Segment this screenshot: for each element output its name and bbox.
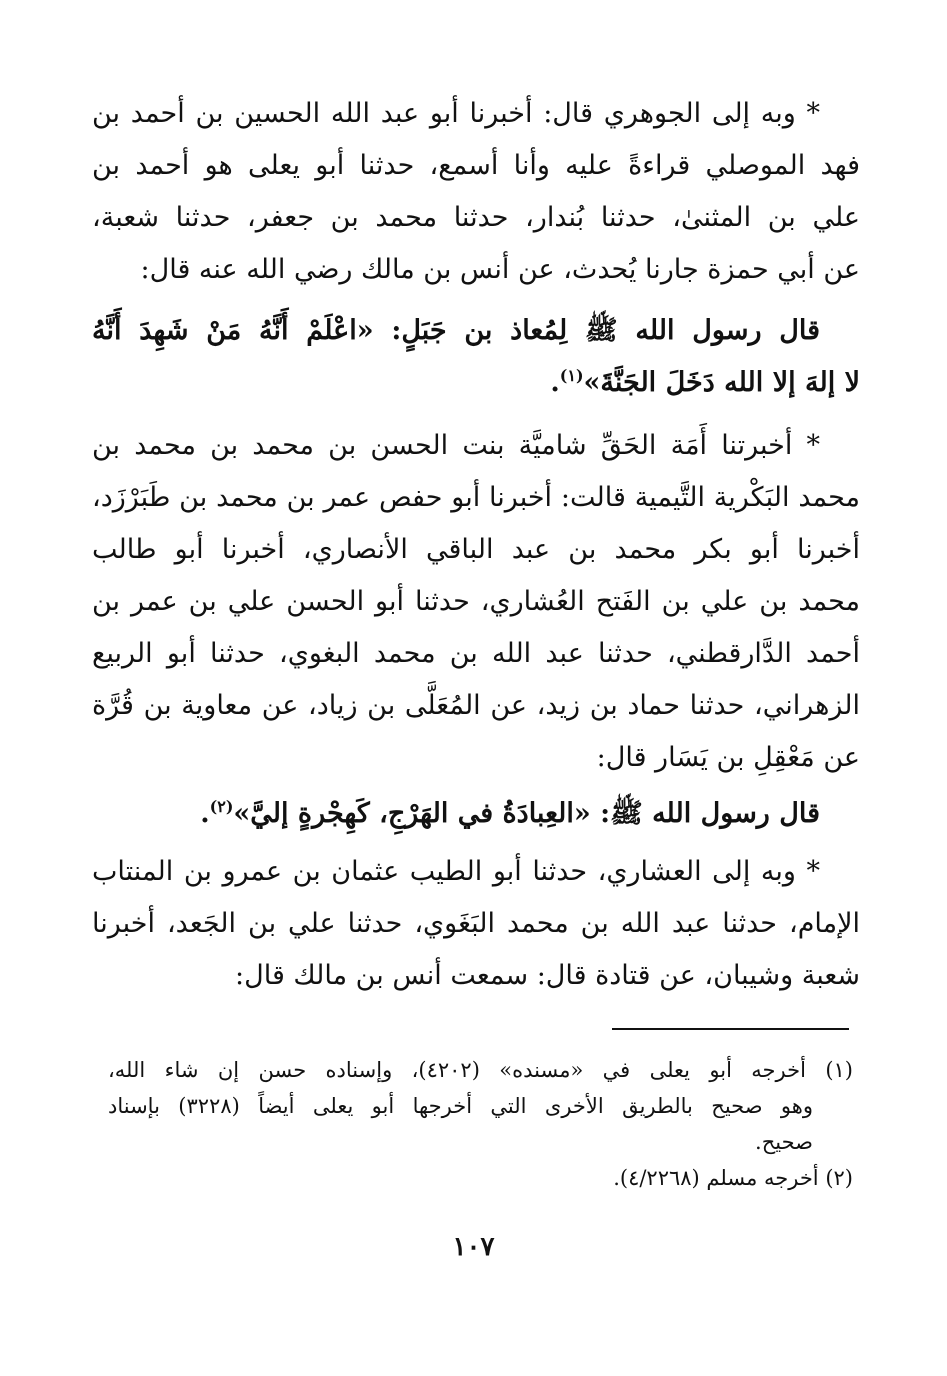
hadith-1 <box>92 305 860 409</box>
paragraph-3 <box>92 846 860 1002</box>
text-line: شعبة وشيبان، عن قتادة قال: سمعت أنس بن مالك قال: <box>235 960 860 991</box>
text-line: * أخبرتنا أَمَة الحَقِّ شاميَّة بنت الحسن بن محمد بن محمد بن <box>92 430 820 461</box>
footnote-line: (٢) أخرجه مسلم (٤/٢٢٦٨). <box>613 1166 853 1190</box>
footnote-line: (١) أخرجه أبو يعلى في «مسنده» (٤٢٠٢)، وإسناده حسن إن شاء الله، <box>108 1058 853 1082</box>
text-line: فهد الموصلي قراءةً عليه وأنا أسمع، حدثنا أبو يعلى هو أحمد بن <box>92 150 860 181</box>
hadith-text: قال رسول الله ﷺ: «العِبادَةُ في الهَرْجِ، كَهِجْرةٍ إليَّ» <box>233 798 820 829</box>
paragraph-2 <box>92 420 860 784</box>
footnotes <box>108 1052 853 1196</box>
text-line: محمد بن علي بن الفَتح العُشاري، حدثنا أبو الحسن علي بن عمر بن <box>92 586 860 617</box>
hadith-text-line: لا إلهَ إلا الله دَخَلَ الجَنَّةَ»$^{(١)}$. <box>550 366 860 398</box>
footnote-ref: (١) <box>559 366 584 385</box>
page-number: ١٠٧ <box>452 1232 495 1262</box>
text-line: عن أبي حمزة جارنا يُحدث، عن أنس بن مالك رضي الله عنه قال: <box>140 254 860 285</box>
text-line: الزهراني، حدثنا حماد بن زيد، عن المُعَلَّى بن زياد، عن معاوية بن قُرَّة <box>92 690 860 721</box>
hadith-text: لا إلهَ إلا الله دَخَلَ الجَنَّةَ» <box>583 367 860 398</box>
text-line: * وبه إلى العشاري، حدثنا أبو الطيب عثمان بن عمرو بن المنتاب <box>92 856 820 887</box>
footnote-ref: (٢) <box>209 797 234 816</box>
footnote-line: وهو صحيح بالطريق الأخرى التي أخرجها أبو يعلى أيضاً (٣٢٢٨) بإسناد <box>108 1094 813 1118</box>
hadith-text-line: قال رسول الله ﷺ: «العِبادَةُ في الهَرْجِ، كَهِجْرةٍ إليَّ»$^{(٢)}$. <box>200 797 820 829</box>
hadith-text-line: قال رسول الله ﷺ لِمُعاذ بن جَبَلٍ: «اعْلَمْ أَنَّهُ مَنْ شَهِدَ أَنَّهُ <box>92 315 820 346</box>
text-line: عن مَعْقِلِ بن يَسَار قال: <box>596 742 860 773</box>
text-line: الإمام، حدثنا عبد الله بن محمد البَغَوي، حدثنا علي بن الجَعد، أخبرنا <box>92 908 860 939</box>
text-line: أخبرنا أبو بكر محمد بن عبد الباقي الأنصاري، أخبرنا أبو طالب <box>92 534 860 565</box>
text-line: محمد البَكْرية التَّيمية قالت: أخبرنا أبو حفص عمر بن محمد بن طَبَرْزَد، <box>92 482 860 513</box>
text-line: * وبه إلى الجوهري قال: أخبرنا أبو عبد الله الحسين بن أحمد بن <box>92 98 820 129</box>
text-line: علي بن المثنىٰ، حدثنا بُندار، حدثنا محمد بن جعفر، حدثنا شعبة، <box>92 202 860 233</box>
paragraph-1 <box>92 88 860 296</box>
footnote-divider <box>612 1028 849 1030</box>
hadith-2 <box>92 788 860 840</box>
text-line: أحمد الدَّارقطني، حدثنا عبد الله بن محمد البغوي، حدثنا أبو الربيع <box>92 638 860 669</box>
footnote-line: صحيح. <box>755 1130 813 1154</box>
